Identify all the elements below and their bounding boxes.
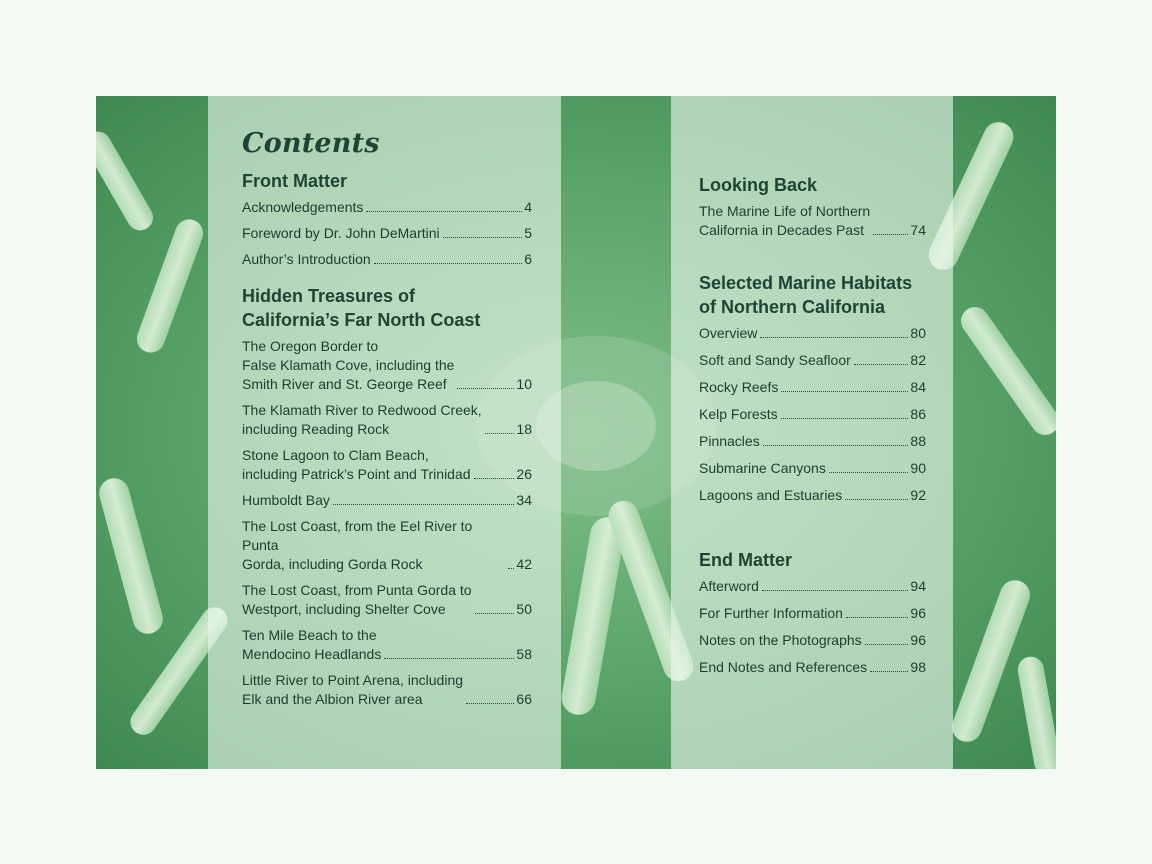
entry-title: Notes on the Photographs (699, 632, 862, 648)
page-number: 50 (516, 601, 532, 617)
toc-entry (242, 250, 532, 269)
entry-title: Soft and Sandy Seafloor (699, 352, 851, 368)
toc-entry (242, 224, 532, 243)
toc-entry (242, 401, 532, 439)
page-number: 80 (910, 325, 926, 341)
entry-title: Foreword by Dr. John DeMartini (242, 225, 440, 241)
toc-entry (699, 631, 926, 650)
entry-title: The Marine Life of Northern California in Decades Past (699, 203, 871, 238)
dot-leader (873, 234, 908, 235)
section-heading: Front Matter (242, 171, 347, 191)
dot-leader (466, 703, 514, 704)
toc-entry (242, 517, 532, 574)
dot-leader (846, 617, 908, 618)
page-number: 96 (910, 605, 926, 621)
dot-leader (443, 237, 523, 238)
entry-title: Humboldt Bay (242, 492, 330, 508)
page-number: 74 (910, 222, 926, 238)
toc-entry (699, 405, 926, 424)
entry-title: The Lost Coast, from Punta Gorda to Westport, including Shelter Cove (242, 582, 472, 617)
entry-title: Afterword (699, 578, 759, 594)
dot-leader (865, 644, 909, 645)
entry-title: Pinnacles (699, 433, 760, 449)
toc-entry (699, 351, 926, 370)
page-number: 94 (910, 578, 926, 594)
toc-section (242, 169, 532, 269)
dot-leader (763, 445, 909, 446)
entry-title: The Klamath River to Redwood Creek, including Reading Rock (242, 402, 482, 437)
toc-entry (699, 658, 926, 677)
page-number: 34 (516, 492, 532, 508)
toc-entry (242, 446, 532, 484)
toc-entry (699, 486, 926, 505)
entry-title: Ten Mile Beach to the Mendocino Headlands (242, 627, 382, 662)
toc-entry (699, 324, 926, 343)
toc-entry (699, 577, 926, 596)
toc-section (699, 173, 926, 240)
page-number: 10 (516, 376, 532, 392)
entry-title: Rocky Reefs (699, 379, 779, 395)
toc-section (699, 548, 926, 677)
toc-entry (242, 581, 532, 619)
page-number: 58 (516, 646, 532, 662)
section-heading: Selected Marine Habitats of Northern California (699, 273, 913, 317)
toc-entry (699, 432, 926, 451)
page-number: 82 (910, 352, 926, 368)
page-number: 26 (516, 466, 532, 482)
section-heading: Looking Back (699, 175, 818, 195)
page-number: 96 (910, 632, 926, 648)
entry-title: The Oregon Border to False Klamath Cove, including the Smith River and St. George Reef (242, 338, 455, 392)
toc-entry (699, 604, 926, 623)
page-number: 18 (516, 421, 532, 437)
dot-leader (366, 211, 522, 212)
dot-leader (474, 478, 515, 479)
entry-title: Stone Lagoon to Clam Beach, including Patrick’s Point and Trinidad (242, 447, 471, 482)
toc-entry (699, 202, 926, 240)
dot-leader (485, 433, 515, 434)
right-sections (699, 173, 926, 677)
entry-title: End Notes and References (699, 659, 868, 675)
dot-leader (845, 499, 908, 500)
entry-title: Kelp Forests (699, 406, 778, 422)
page-number: 92 (910, 487, 926, 503)
entry-title: Lagoons and Estuaries (699, 487, 843, 503)
dot-leader (854, 364, 909, 365)
page-number: 88 (910, 433, 926, 449)
dot-leader (781, 418, 909, 419)
page-number: 6 (524, 251, 532, 267)
page-number: 66 (516, 691, 532, 707)
dot-leader (760, 337, 908, 338)
page-number: 86 (910, 406, 926, 422)
dot-leader (762, 590, 909, 591)
left-toc-column (242, 128, 532, 709)
toc-entry (699, 378, 926, 397)
entry-title: For Further Information (699, 605, 843, 621)
toc-entry (242, 671, 532, 709)
page-number: 4 (524, 199, 532, 215)
toc-section (699, 271, 926, 505)
page-number: 84 (910, 379, 926, 395)
dot-leader (829, 472, 909, 473)
dot-leader (374, 263, 523, 264)
toc-entry (242, 337, 532, 394)
dot-leader (333, 504, 514, 505)
page-number: 42 (516, 556, 532, 572)
dot-leader (475, 613, 515, 614)
toc-section (242, 284, 532, 709)
entry-title: Author’s Introduction (242, 251, 371, 267)
dot-leader (384, 658, 514, 659)
page-number: 98 (910, 659, 926, 675)
page-number: 90 (910, 460, 926, 476)
entry-title: Overview (699, 325, 758, 341)
toc-entry (242, 198, 532, 217)
entry-title: The Lost Coast, from the Eel River to Punta Gorda, including Gorda Rock (242, 518, 473, 572)
dot-leader (457, 388, 514, 389)
dot-leader (870, 671, 908, 672)
entry-title: Little River to Point Arena, including Elk and the Albion River area (242, 672, 464, 707)
left-sections (242, 169, 532, 709)
entry-title: Submarine Canyons (699, 460, 826, 476)
contents-title: Contents (242, 128, 380, 159)
section-heading: End Matter (699, 550, 793, 570)
dot-leader (781, 391, 908, 392)
section-heading: Hidden Treasures of California’s Far North Coast (242, 286, 481, 330)
toc-entry (242, 626, 532, 664)
page-number: 5 (524, 225, 532, 241)
dot-leader (508, 568, 514, 569)
entry-title: Acknowledgements (242, 199, 364, 215)
right-toc-column (699, 132, 926, 677)
toc-entry (699, 459, 926, 478)
toc-entry (242, 491, 532, 510)
